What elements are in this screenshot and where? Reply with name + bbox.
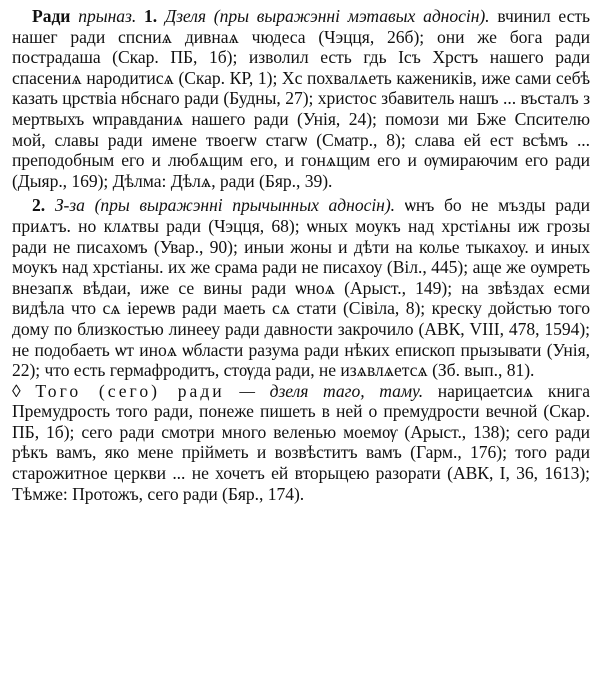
phrase-marker-icon: ◊ [12, 380, 21, 401]
phrase-term: Того (сего) ради [35, 380, 225, 401]
sense-1-gloss: Дзеля (пры выражэнні мэтавых адносін). [164, 6, 490, 26]
headword: Ради [32, 6, 71, 26]
sense-2-number: 2. [32, 195, 46, 216]
sense-1-paragraph [12, 6, 590, 191]
phrase-citations: нарицаетсиѧ книга Премудрость того ради, понеже пишеть в ней о премудрости вечной (Скар. ПБ, 1б); сего ради смотри много веленью моемѹ (Арыст., 138); сего ради рѣкъ вамъ, яко мене прійметь и возвѣститъ вамъ (Гарм., 176); того ради старожитное церкви ... не хочетъ ей вторыцею разорати (АВК, І, 36, 1613); Тѣмже: Протожъ, сего ради (Бяр., 174). [12, 380, 590, 504]
phrase-gloss: — дзеля таго, таму. [239, 380, 424, 401]
phrase-block [12, 381, 590, 504]
sense-2-paragraph [12, 195, 590, 504]
part-of-speech: прыназ. [78, 6, 137, 26]
sense-2-citations: ѡнъ бо не мъзды ради приѧтъ. но клѧтвы ради (Чэцця, 68); ѡных моукъ над хрстіѧны иж грозы ради не писахомъ (Увар., 90); иныи жоны и дѣти на колье тыкахоу. и иных моукъ над хрстіаны. их же срама ради не писахоу (Віл., 445); аще же оумреть внезапѫ вѣдаи, иже се вины ради ѡноѧ (Арыст., 149); на звѣздах есми видѣла что сѧ іереѡв ради маеть сѧ стати (Сівіла, 8); креску дойстью того дому по близкостью линееу ради давности закрочило (АВК, VIII, 478, 1594); не подобаеть ѡт иноѧ ѡбласти разума ради нѣких епископ прызывати (Унія, 22); что есть гермафродитъ, стѹда ради, не изѧвлѧетсѧ (Зб. вып., 81). [12, 195, 590, 381]
sense-1-number: 1. [144, 6, 158, 26]
sense-1-citations: вчинил есть нашег ради спсниѧ дивнаѧ чюдеса (Чэцця, 26б); они же бога ради пострадаша (Скар. ПБ, 1б); изволил есть гдь Ісъ Хрстъ нашего ради спасениѧ народитисѧ (Скар. КР, 1); Хс похвалѧеть кажеників, иже сами себѣ казать црствіа нбснаго ради (Будны, 27); христос збавитель нашъ ... въсталъ з мертвыхъ ѡправданиѧ нашего ради (Унія, 24); помози ми Бже Спсителю мой, славы ради имене твоегѡ стагѡ (Сматр., 8); слава ей ест всѣмъ ... преподобным его и любѧщим его, и гонѧщим его и ѹмираючим его ради (Дыяр., 169); Дѣлма: Дѣлѧ, ради (Бяр., 39). [12, 6, 590, 191]
sense-2-gloss: З-за (пры выражэнні прычынных адносін). [54, 195, 396, 216]
